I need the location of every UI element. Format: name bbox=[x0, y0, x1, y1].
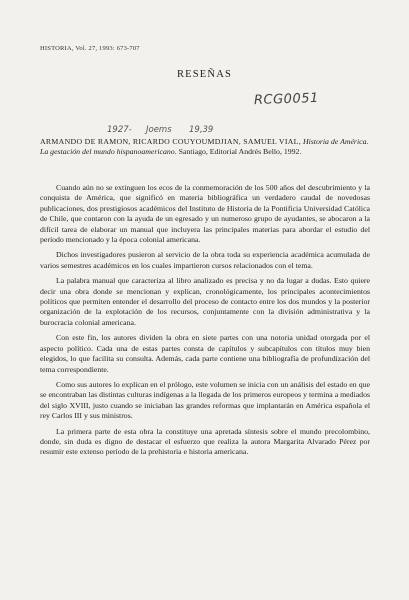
handwritten-note-1: 1927- bbox=[107, 125, 132, 135]
paragraph: Como sus autores lo explican en el prólogo, este volumen se inicia con un análisis del estado en que se encontraban las distintas culturas indígenas a la llegada de los primeros europeos y termina a mediados del siglo XVIII, justo cuando se iniciaban las grandes reformas que implantarán en América española el rey Carlos III y sus ministros. bbox=[40, 379, 370, 421]
review-body bbox=[40, 183, 370, 463]
paragraph: Con este fin, los autores dividen la obra en siete partes con una notoria unidad otorgada por el aspecto político. Cada una de estas partes consta de capítulos y subcapítulos con títulos muy bien elegidos, lo que facilita su consulta. Además, cada parte contiene una bibliografía de profundización del tema correspondiente. bbox=[40, 333, 370, 374]
handwritten-note-2: Joems bbox=[146, 125, 172, 135]
citation-publisher: . Santiago, Editorial Andrés Bello, 1992. bbox=[174, 147, 302, 157]
catalog-stamp: RCG0051 bbox=[253, 90, 320, 109]
book-citation bbox=[40, 137, 370, 157]
section-title: RESEÑAS bbox=[176, 69, 233, 80]
handwritten-note-3: 19,39 bbox=[189, 125, 214, 135]
paragraph: Cuando aún no se extinguen los ecos de la conmemoración de los 500 años del descubrimiento y la conquista de América, que significó en materia bibliográfica un verdadero caudal de novedosas publicaciones, dos prestigiosos académicos del Instituto de Historia de la Pontificia Universidad Católica de Chile, que contaron con la ayuda de un egresado y un numeroso grupo de ayudantes, se abocaron a la difícil tarea de elaborar un manual que incluyera las principales materias para abordar el estudio del período mencionado y la época colonial americana. bbox=[40, 183, 370, 245]
citation-book-title: Historia de América. La gestación del mundo hispanoamericano bbox=[40, 137, 369, 157]
journal-header: HISTORIA, Vol. 27, 1993: 673-707 bbox=[40, 45, 140, 52]
paragraph: La palabra manual que caracteriza al libro analizado es precisa y no da lugar a dudas. Esto quiere decir una obra donde se mencionan y explican, cronológicamente, los principales acontecimientos políticos que permiten entender el desarrollo del proceso de contacto entre los dos mundos y la posterior organización de la explotación de los recursos, conjuntamente con la división administrativa y la burocracia colonial americana. bbox=[40, 276, 370, 327]
paragraph: Dichos investigadores pusieron al servicio de la obra toda su experiencia académica acumulada de varios semestres académicos en los cuales impartieron cursos relacionados con el tema. bbox=[40, 250, 370, 270]
citation-authors: ARMANDO DE RAMON, RICARDO COUYOUMDJIAN, SAMUEL VIAL, bbox=[40, 137, 301, 146]
paragraph: La primera parte de esta obra la constituye una apretada síntesis sobre el mundo precolombino, donde, sin duda es digno de destacar el esfuerzo que realiza la autora Margarita Alvarado Pérez por resumir este extenso período de la prehistoria e historia americana. bbox=[40, 426, 370, 457]
